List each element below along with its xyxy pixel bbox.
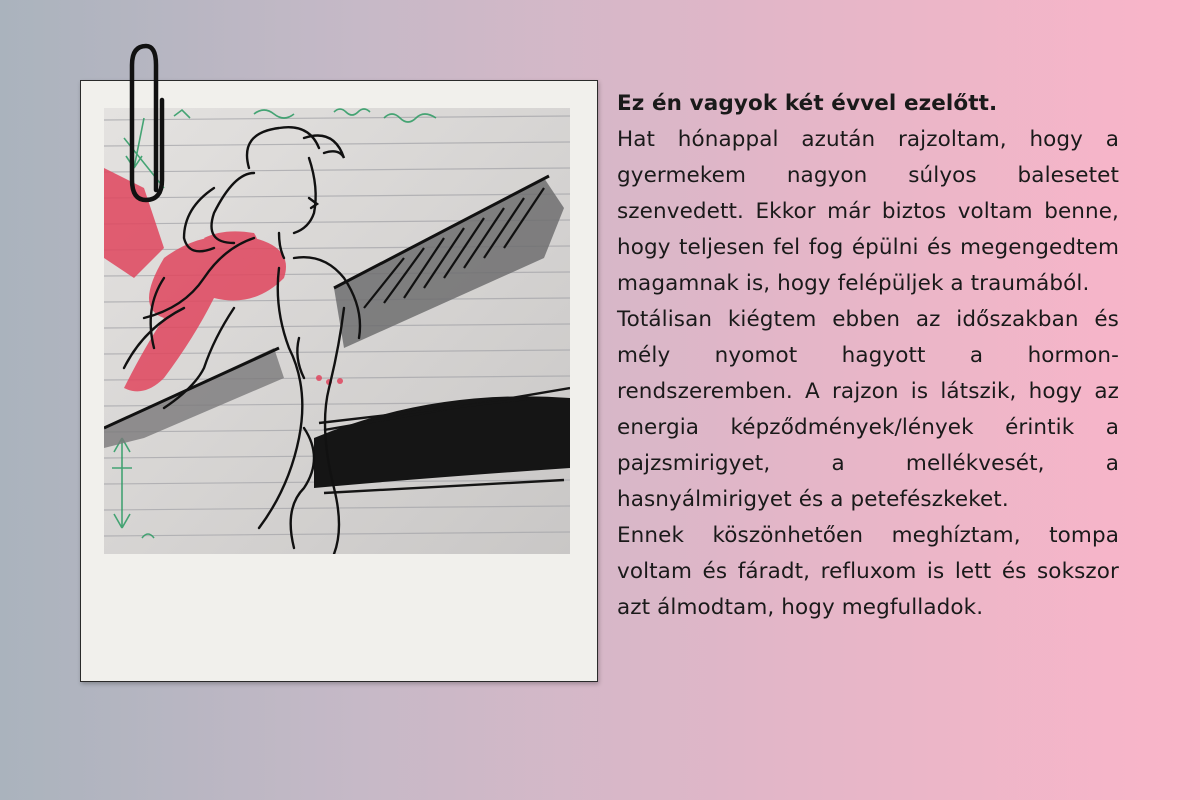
story-paragraph-2: Totálisan kiégtem ebben az időszakban és mély nyomot hagyott a hormon-rendszeremben. A rajzon is látszik, hogy az energia képződmények/lények érintik a pajzsmirigyet, a mellékvesét, a hasnyálmirigyet és a petefészkeket.: [617, 307, 1119, 512]
story-text: [617, 86, 1119, 626]
story-paragraph-3: Ennek köszönhetően meghíztam, tompa voltam és fáradt, refluxom is lett és sokszor azt álmodtam, hogy megfulladok.: [617, 523, 1119, 620]
story-title: Ez én vagyok két évvel ezelőtt.: [617, 91, 998, 116]
story-paragraph-1: Hat hónappal azután rajzoltam, hogy a gyermekem nagyon súlyos balesetet szenvedett. Ekkor már biztos voltam benne, hogy teljesen fel fog épülni és megengedtem magamnak is, hogy felépüljek a traumából.: [617, 127, 1119, 296]
paperclip-icon: [118, 40, 174, 210]
